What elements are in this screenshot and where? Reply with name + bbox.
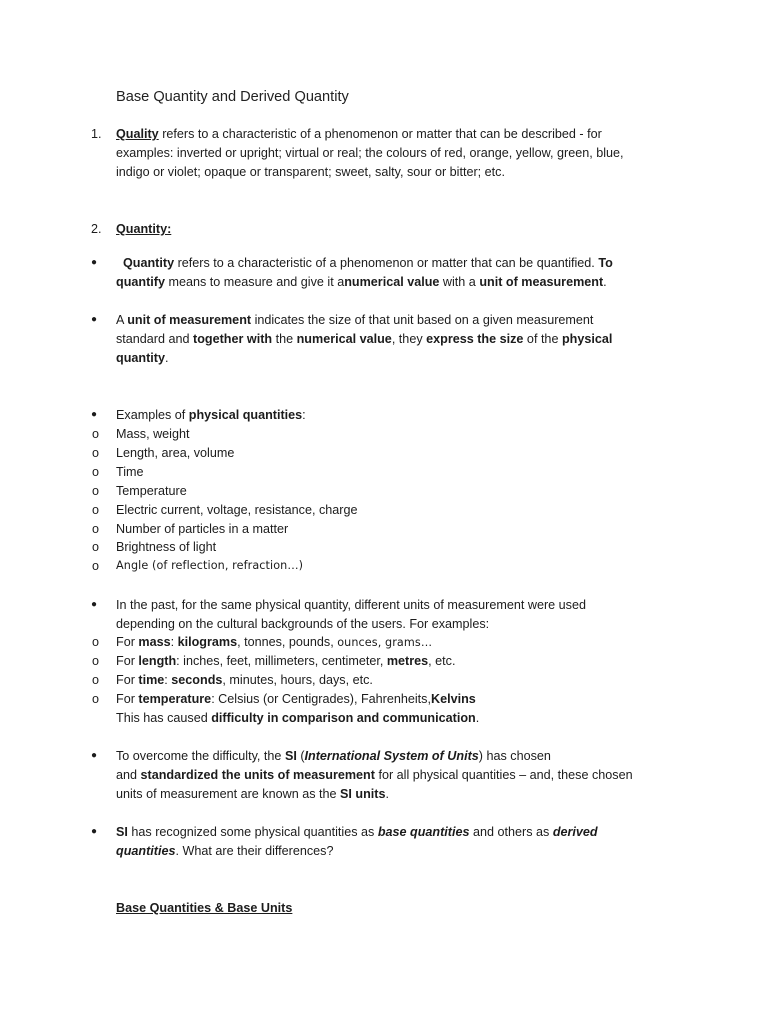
text: kilograms [177, 635, 238, 649]
list-number: 1. [91, 127, 102, 141]
bullet-icon: ● [91, 599, 98, 610]
sub-list-item [92, 538, 656, 557]
text: : Celsius (or Centigrades), Fahrenheits, [211, 692, 431, 706]
term-quality: Quality [116, 127, 159, 141]
sub-list-item [92, 444, 656, 463]
text: unit of measurement [127, 313, 252, 327]
text: Electric current, voltage, resistance, charge [116, 503, 358, 517]
text: . [475, 710, 480, 725]
sub-list-item [92, 463, 656, 482]
list-number: 2. [91, 222, 102, 236]
text: Mass, weight [116, 427, 190, 441]
text: ounces, grams… [337, 636, 433, 649]
circle-bullet-icon: o [92, 654, 100, 668]
circle-bullet-icon: o [92, 635, 100, 649]
sub-list-item [92, 520, 656, 539]
section-heading [116, 899, 656, 918]
text: quantity [116, 350, 165, 365]
text: indicates the size of that unit based on a given measurement [251, 313, 594, 327]
text: and others as [469, 825, 553, 839]
bullet-item-quantity-definition [91, 254, 656, 292]
circle-bullet-icon: o [92, 503, 100, 517]
circle-bullet-icon: o [92, 465, 100, 479]
list-item-quantity [91, 220, 656, 239]
text: . [164, 350, 169, 365]
text: For [116, 654, 139, 668]
text: , tonnes, pounds, [237, 635, 338, 649]
text: has recognized some physical quantities as [127, 825, 378, 839]
bullet-item-unit-of-measurement [91, 311, 656, 367]
text: quantify [116, 274, 165, 289]
circle-bullet-icon: o [92, 540, 100, 554]
text: depending on the cultural backgrounds of the users. For examples: [116, 616, 490, 631]
text: Examples of [116, 408, 189, 422]
circle-bullet-icon: o [92, 522, 100, 536]
text: ( [296, 749, 305, 763]
text: standard and [116, 331, 194, 346]
text: , they [391, 331, 427, 346]
text: Angle (of reflection, refraction…) [116, 559, 304, 572]
text: difficulty in comparison and communication [211, 710, 476, 725]
text: refers to a characteristic of a phenomenon or matter that can be described - for [158, 127, 602, 141]
text: A [116, 313, 128, 327]
document-title: Base Quantity and Derived Quantity [116, 89, 349, 105]
list-item-quality [91, 125, 656, 181]
text: standardized the units of measurement [140, 767, 375, 782]
text: Temperature [116, 484, 187, 498]
text: seconds [171, 673, 223, 687]
text: SI [116, 825, 128, 839]
text: examples: inverted or upright; virtual or real; the colours of red, orange, yellow, green, blue, [116, 145, 624, 160]
text: International System of Units [304, 749, 479, 763]
sub-list-item-temperature [92, 690, 656, 728]
sub-list-item [92, 482, 656, 501]
sub-list-item-length [92, 652, 656, 671]
text: the [272, 331, 297, 346]
sub-list-item [92, 425, 656, 444]
circle-bullet-icon: o [92, 446, 100, 460]
text: For [116, 692, 139, 706]
text: ) has chosen [478, 749, 551, 763]
heading-base-quantities: Base Quantities & Base Units [116, 901, 293, 915]
bullet-icon: ● [91, 409, 98, 420]
text: together with [193, 331, 273, 346]
text: This has caused [116, 710, 212, 725]
text: and [116, 767, 141, 782]
text: : [164, 673, 172, 687]
text: numerical value [296, 331, 392, 346]
circle-bullet-icon: o [92, 692, 100, 706]
text: express the size [426, 331, 524, 346]
bullet-icon: ● [91, 314, 98, 325]
text: . [603, 274, 607, 289]
text: For [116, 635, 139, 649]
text: length [138, 654, 177, 668]
sub-list-item [92, 501, 656, 520]
text: , etc. [428, 654, 456, 668]
text: Kelvins [430, 692, 476, 706]
circle-bullet-icon: o [92, 559, 100, 573]
text: To [598, 256, 613, 270]
bullet-item-examples [91, 406, 656, 425]
bullet-icon: ● [91, 257, 98, 268]
text: metres [386, 654, 429, 668]
text: SI [284, 749, 297, 763]
text: , minutes, hours, days, etc. [222, 673, 373, 687]
text: for all physical quantities – and, these chosen [374, 767, 633, 782]
sub-list-item [92, 557, 656, 576]
text: Brightness of light [116, 540, 217, 554]
term-quantity: Quantity: [116, 222, 172, 236]
text: Number of particles in a matter [116, 522, 289, 536]
text: of the [523, 331, 562, 346]
text: with a [439, 274, 480, 289]
text: Time [116, 465, 144, 479]
circle-bullet-icon: o [92, 673, 100, 687]
text: derived [552, 825, 598, 839]
circle-bullet-icon: o [92, 427, 100, 441]
text: : [170, 635, 178, 649]
text: numerical value [344, 274, 440, 289]
text: base quantities [377, 825, 470, 839]
text: unit of measurement [479, 274, 604, 289]
text: time [138, 673, 165, 687]
text: : [302, 408, 306, 422]
bullet-icon: ● [91, 826, 98, 837]
text: temperature [138, 692, 212, 706]
text: Quantity [123, 256, 175, 270]
text: SI units [340, 786, 386, 801]
text: To overcome the difficulty, the [116, 749, 285, 763]
bullet-item-base-derived [91, 823, 656, 861]
bullet-icon: ● [91, 750, 98, 761]
text: indigo or violet; opaque or transparent; sweet, salty, sour or bitter; etc. [116, 164, 505, 179]
text: mass [138, 635, 171, 649]
text: physical [561, 331, 613, 346]
text: physical quantities [188, 408, 303, 422]
text: means to measure and give it a [164, 274, 345, 289]
text: refers to a characteristic of a phenomenon or matter that can be quantified. [174, 256, 599, 270]
text: quantities [116, 843, 176, 858]
sub-list-item-time [92, 671, 656, 690]
text: For [116, 673, 139, 687]
text: . What are their differences? [175, 843, 334, 858]
bullet-item-history [91, 596, 656, 634]
text: Length, area, volume [116, 446, 235, 460]
text: : inches, feet, millimeters, centimeter, [176, 654, 387, 668]
text: units of measurement are known as the [116, 786, 341, 801]
text: In the past, for the same physical quantity, different units of measurement were used [116, 598, 586, 612]
circle-bullet-icon: o [92, 484, 100, 498]
sub-list-item-mass [92, 633, 656, 653]
text: . [385, 786, 389, 801]
bullet-item-si [91, 747, 656, 803]
